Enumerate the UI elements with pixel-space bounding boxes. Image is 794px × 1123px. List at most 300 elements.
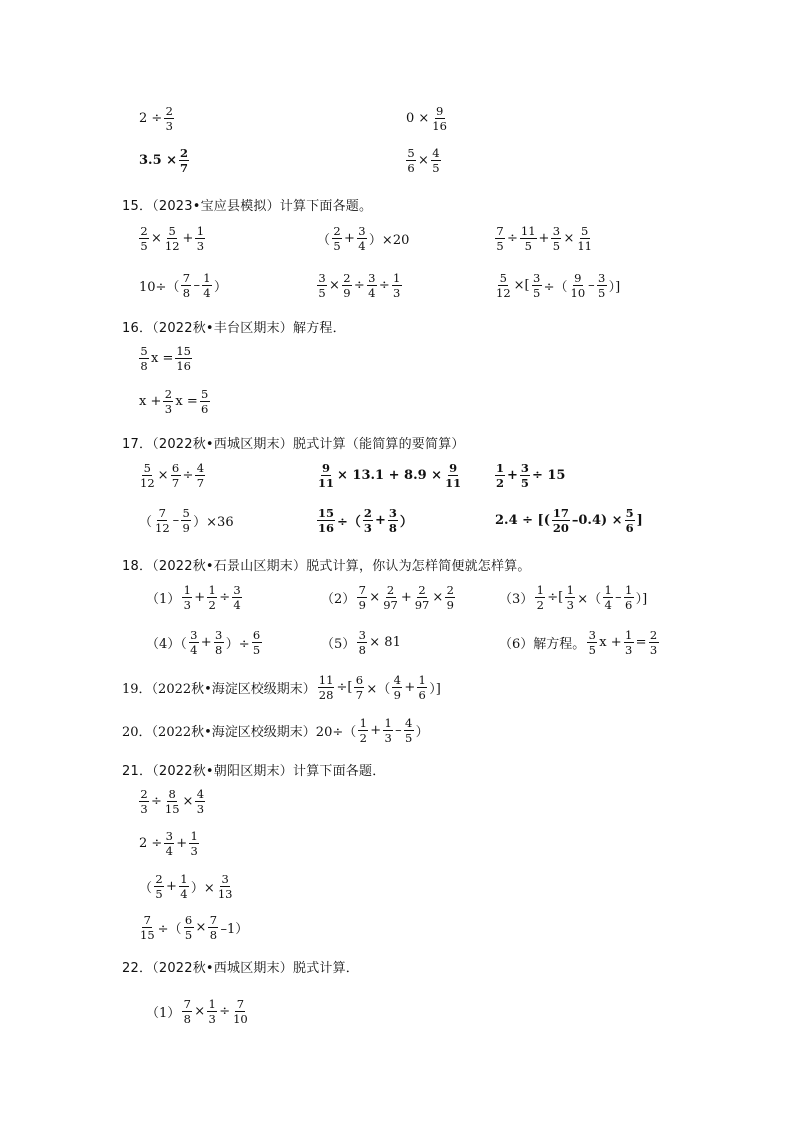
fraction [318,673,335,702]
expression-text: ÷ [507,231,518,246]
numerator: 4 [196,787,205,801]
expression-text: × [432,590,444,605]
numerator: 4 [432,146,440,160]
expression-text: ）÷ [225,637,250,652]
numerator: 1 [566,583,574,597]
numerator: 1 [208,583,216,597]
fraction [431,104,448,133]
expression-text: – [172,513,180,528]
numerator: 9 [322,461,331,475]
fraction [532,271,542,300]
denominator: 5 [552,239,561,253]
fraction [392,271,402,300]
numerator: 7 [158,506,166,520]
denominator: 8 [183,1012,191,1026]
expression-text: × [418,153,429,168]
denominator: 10 [570,286,586,300]
denominator: 6 [407,161,415,175]
denominator: 7 [196,476,205,490]
expression-text: ×（ [577,592,602,607]
math-expression [316,271,403,300]
fraction [570,271,587,300]
fraction [164,787,181,816]
numerator: 2 [180,146,189,160]
fraction [367,271,377,300]
question-heading [121,317,347,336]
denominator: 7 [180,161,189,175]
fraction [363,506,373,535]
fraction [317,271,327,300]
expression-text: （ [317,233,331,248]
expression-text: + [400,590,412,605]
fraction [357,628,367,657]
denominator: 6 [201,402,209,416]
expression-text: ÷[ [547,590,564,605]
denominator: 5 [318,286,326,300]
numerator: 2 [418,583,426,597]
expression-text: + [507,468,518,483]
expression-text: + [374,513,386,528]
fraction [207,997,217,1026]
question-heading [121,195,373,214]
fraction [587,628,597,657]
fraction [495,461,505,490]
numerator: 5 [201,387,209,401]
fraction [139,344,149,373]
expression-text: ）×36 [193,515,234,530]
fraction [184,913,194,942]
numerator: 2 [155,872,163,886]
expression-text: ） [399,515,413,530]
fraction [164,829,174,858]
numerator: 3 [520,461,529,475]
denominator: 4 [190,643,198,657]
numerator: 3 [597,271,606,285]
denominator: 3 [566,598,574,612]
fraction [175,344,192,373]
numerator: 1 [196,224,205,238]
expression-text: – [193,278,200,293]
math-expression [121,673,442,702]
fraction [431,146,441,175]
numerator: 11 [318,673,334,687]
fraction [520,461,530,490]
expression-text: + [194,590,206,605]
fraction [139,913,156,942]
denominator: 9 [182,521,190,535]
numerator: 3 [221,872,229,886]
expression-text: 16．（2022秋•丰台区期末）解方程． [122,321,346,336]
fraction [649,628,659,657]
expression-text: ÷ [151,794,162,809]
numerator: 2 [446,583,454,597]
numerator: 3 [368,271,376,285]
expression-text: x + [139,394,162,409]
fraction [202,271,212,300]
numerator: 1 [359,716,367,730]
denominator: 3 [208,1012,216,1026]
fraction [200,387,210,416]
fraction [603,583,613,612]
denominator: 12 [164,239,180,253]
denominator: 3 [196,802,205,816]
denominator: 13 [217,887,233,901]
expression-text: （6）解方程。 [499,637,586,652]
expression-text: + [538,231,550,246]
math-expression [138,344,193,373]
denominator: 16 [318,521,335,535]
expression-text: （2） [321,592,356,607]
math-expression [316,224,410,253]
denominator: 7 [355,688,364,702]
denominator: 3 [363,521,372,535]
denominator: 4 [233,598,241,612]
fraction [164,224,181,253]
expression-text: ÷ [182,468,194,483]
expression-text: （ [139,881,153,896]
math-expression [138,913,249,942]
denominator: 12 [496,286,511,300]
numerator: 1 [393,271,401,285]
denominator: 3 [164,402,173,416]
math-expression [145,997,250,1026]
denominator: 3 [649,643,658,657]
denominator: 9 [393,688,401,702]
numerator: 5 [140,344,148,358]
fraction [217,872,234,901]
expression-text: ÷（ [157,922,182,937]
fraction [181,271,191,300]
denominator: 4 [203,286,211,300]
denominator: 7 [171,476,180,490]
expression-text: – [395,723,402,738]
math-expression [138,387,211,416]
math-expression [498,628,660,657]
denominator: 15 [140,928,155,942]
numerator: 3 [588,628,596,642]
fraction [625,506,635,535]
denominator: 97 [383,598,398,612]
denominator: 2 [359,731,367,745]
fraction [404,716,414,745]
fraction [232,997,249,1026]
math-expression [494,271,621,300]
denominator: 4 [165,844,173,858]
expression-text: ）] [429,682,441,697]
numerator: 1 [496,461,505,475]
numerator: 3 [388,506,397,520]
expression-text: ÷（ [543,280,568,295]
expression-text: 19．（2022秋•海淀区校级期末） [122,682,316,697]
math-expression [138,271,228,300]
expression-text: 20．（2022秋•海淀区校级期末）20÷（ [122,725,357,740]
numerator: 5 [499,271,507,285]
expression-text: 10÷（ [139,280,180,295]
numerator: 3 [165,829,173,843]
fraction [417,673,427,702]
expression-text: + [182,231,194,246]
denominator: 5 [524,239,532,253]
expression-text: ÷ 15 [531,468,566,483]
expression-text: × [182,794,194,809]
denominator: 6 [624,598,633,612]
numerator: 8 [168,787,176,801]
numerator: 6 [252,628,261,642]
expression-text: × [329,278,340,293]
numerator: 9 [435,104,444,118]
denominator: 16 [176,359,191,373]
expression-text: （1） [146,1006,181,1021]
expression-text: × [194,1004,206,1019]
fraction [195,224,205,253]
numerator: 1 [203,271,211,285]
expression-text: ÷ [353,278,365,293]
denominator: 3 [140,802,148,816]
fraction [154,872,164,901]
numerator: 15 [318,506,335,520]
fraction [445,583,455,612]
numerator: 4 [196,461,205,475]
denominator: 5 [588,643,596,657]
fraction [354,673,364,702]
fraction [252,628,262,657]
expression-text: ÷[ [336,680,353,695]
fraction [139,787,149,816]
numerator: 2 [140,224,148,238]
expression-text: （4）（ [146,637,187,652]
denominator: 8 [182,286,191,300]
denominator: 3 [165,119,173,133]
numerator: 2 [343,271,351,285]
numerator: 2 [165,104,173,118]
fraction [565,583,575,612]
expression-text: ×（ [366,682,391,697]
fraction [358,716,368,745]
fraction [552,506,570,535]
denominator: 5 [597,286,606,300]
expression-text: × [195,920,207,935]
math-expression [498,583,648,612]
expression-text: 3.5 × [139,153,178,168]
expression-text: = [635,635,647,650]
expression-text: ）×20 [368,233,410,248]
expression-text: × [369,590,381,605]
expression-text: ）] [635,592,648,607]
expression-text: x = [175,394,198,409]
math-expression [138,829,200,858]
numerator: 1 [384,716,392,730]
fraction [317,461,335,490]
denominator: 97 [414,598,430,612]
numerator: 5 [168,224,176,238]
fraction [195,787,205,816]
expression-text: – [615,590,622,605]
expression-text: 22．（2022秋•西城区期末）脱式计算． [122,961,359,976]
denominator: 3 [190,844,198,858]
numerator: 6 [171,461,180,475]
fraction [495,224,505,253]
fraction [414,583,431,612]
numerator: 3 [215,628,223,642]
denominator: 5 [184,928,193,942]
fraction [444,461,462,490]
fraction [383,716,393,745]
numerator: 5 [407,146,415,160]
numerator: 3 [318,271,326,285]
fraction [208,913,218,942]
denominator: 3 [393,286,401,300]
expression-text: –0.4) × [571,513,623,528]
numerator: 1 [190,829,198,843]
expression-text: ×[ [513,278,530,293]
numerator: 5 [625,506,634,520]
math-expression [138,104,175,133]
expression-text: –1） [220,922,249,937]
denominator: 11 [318,476,335,490]
denominator: 12 [140,476,155,490]
numerator: 5 [581,224,589,238]
expression-text: x = [151,351,174,366]
fraction [388,506,398,535]
denominator: 3 [624,643,633,657]
fraction [597,271,607,300]
fraction [163,387,173,416]
denominator: 9 [343,286,351,300]
expression-text: × [151,231,162,246]
fraction [164,104,174,133]
denominator: 5 [520,476,529,490]
denominator: 6 [625,521,634,535]
fraction [535,583,545,612]
expression-text: ） [415,725,429,740]
denominator: 10 [233,1012,248,1026]
numerator: 1 [180,872,188,886]
denominator: 4 [604,598,612,612]
fraction [495,271,512,300]
expression-text: × [563,231,575,246]
numerator: 5 [182,506,190,520]
denominator: 11 [577,239,592,253]
denominator: 8 [388,521,397,535]
numerator: 15 [176,344,191,358]
expression-text: ÷ [219,590,231,605]
expression-text: × 13.1 + 8.9 × [337,468,443,483]
numerator: 9 [449,461,458,475]
numerator: 5 [143,461,151,475]
numerator: 2 [363,506,372,520]
expression-text: （ [139,515,153,530]
denominator: 4 [358,239,366,253]
numerator: 6 [184,913,193,927]
expression-text: ] [636,513,643,528]
denominator: 9 [446,598,454,612]
numerator: 6 [355,673,364,687]
denominator: 12 [155,521,170,535]
question-heading [121,760,386,779]
numerator: 1 [624,583,633,597]
denominator: 6 [418,688,426,702]
expression-text: 2 ÷ [139,836,163,851]
numerator: 2 [386,583,395,597]
expression-text: × 81 [369,635,401,650]
denominator: 5 [404,731,413,745]
math-expression [320,628,402,657]
math-expression [320,583,456,612]
denominator: 3 [183,598,191,612]
denominator: 2 [208,598,216,612]
numerator: 1 [183,583,191,597]
fraction [382,583,399,612]
numerator: 3 [190,628,198,642]
numerator: 1 [624,628,633,642]
fraction [332,224,342,253]
expression-text: 15．（2023•宝应县模拟）计算下面各题。 [122,199,373,214]
numerator: 2 [333,224,341,238]
numerator: 3 [532,271,541,285]
fraction [207,583,217,612]
denominator: 5 [432,161,440,175]
expression-text: 17．（2022秋•西城区期末）脱式计算（能简算的要简算） [122,437,465,452]
expression-text: ÷ [219,1004,231,1019]
fraction [179,146,189,175]
question-heading [121,957,360,976]
math-expression [494,461,566,490]
math-expression [316,461,463,490]
fraction [139,461,156,490]
fraction [392,673,402,702]
fraction [342,271,352,300]
numerator: 7 [183,997,191,1011]
numerator: 1 [208,997,216,1011]
expression-text: ） [213,280,227,295]
denominator: 5 [155,887,163,901]
denominator: 8 [140,359,148,373]
fraction [624,583,634,612]
numerator: 7 [209,913,218,927]
expression-text: 2 ÷ [139,111,163,126]
expression-text: + [200,635,212,650]
expression-text: ÷ [378,278,390,293]
numerator: 1 [418,673,426,687]
numerator: 7 [496,224,504,238]
numerator: 3 [233,583,241,597]
fraction [139,224,149,253]
math-expression [494,224,594,253]
math-expression [405,146,442,175]
denominator: 5 [140,239,148,253]
denominator: 20 [552,521,569,535]
expression-text: 21．（2022秋•朝阳区期末）计算下面各题． [122,764,386,779]
math-expression [494,506,644,535]
numerator: 17 [552,506,569,520]
fraction [520,224,537,253]
denominator: 11 [445,476,462,490]
numerator: 4 [404,716,413,730]
question-heading [121,433,466,452]
expression-text: （5） [321,637,356,652]
fraction [189,829,199,858]
expression-text: x + [599,635,622,650]
denominator: 8 [209,928,218,942]
numerator: 2 [164,387,173,401]
expression-text: 0 × [406,111,430,126]
fraction [232,583,242,612]
math-expression [138,506,235,535]
expression-text: （3） [499,592,534,607]
expression-text: ÷（ [337,515,361,530]
expression-text: （1） [146,592,181,607]
fraction [576,224,593,253]
